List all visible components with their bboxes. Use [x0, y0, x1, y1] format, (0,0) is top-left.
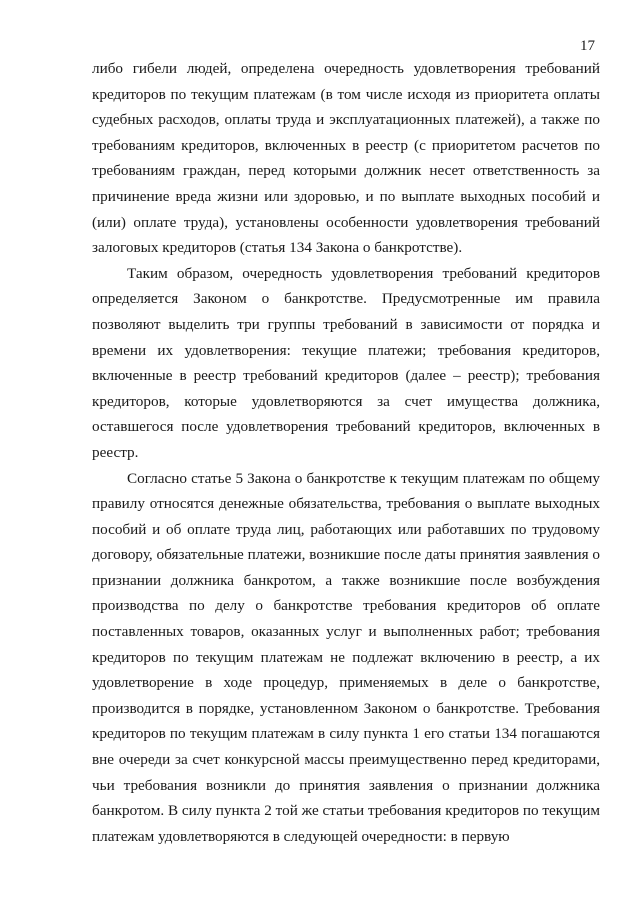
paragraph-creditor-groups: Таким образом, очередность удовлетворения требований кредиторов определяется Законом о банкротстве. Предусмотренные им правила позволяют выделить три группы требований в зависимости от порядка и времени их удовлетворения: текущие платежи; требования кредиторов, включенные в реестр требований кредиторов (далее – реестр); требования кредиторов, которые удовлетворяются за счет имущества должника, оставшегося после удовлетворения требований кредиторов, включенных в реестр. [92, 264, 600, 461]
page-number: 17 [580, 38, 595, 54]
paragraph-article-5: Согласно статье 5 Закона о банкротстве к текущим платежам по общему правилу относятся денежные обязательства, требования о выплате выходных пособий и об оплате труда лиц, работающих или работавших по трудовому договору, обязательные платежи, возникшие после даты принятия заявления о признании должника банкротом, а также возникшие после возбуждения производства по делу о банкротстве требования кредиторов об оплате поставленных товаров, оказанных услуг и выполненных работ; требования кредиторов по текущим платежам не подлежат включению в реестр, а их удовлетворение в ходе процедур, применяемых в деле о банкротстве, производится в порядке, установленном Законом о банкротстве. Требования кредиторов по текущим платежам в силу пункта 1 его статьи 134 погашаются вне очереди за счет конкурсной массы преимущественно перед кредиторами, чьи требования возникли до принятия заявления о признании должника банкротом. В силу пункта 2 той же статьи требования кредиторов по текущим платежам удовлетворяются в следующей очередности: в первую [92, 469, 600, 845]
document-body [92, 56, 600, 849]
paragraph-continued: либо гибели людей, определена очередность удовлетворения требований кредиторов по текущим платежам (в том числе исходя из приоритета оплаты судебных расходов, оплаты труда и эксплуатационных платежей), а также по требованиям кредиторов, включенных в реестр (с приоритетом расчетов по требованиям граждан, перед которыми должник несет ответственность за причинение вреда жизни или здоровью, и по выплате выходных пособий и (или) оплате труда), установлены особенности удовлетворения требований залоговых кредиторов (статья 134 Закона о банкротстве). [92, 60, 600, 257]
